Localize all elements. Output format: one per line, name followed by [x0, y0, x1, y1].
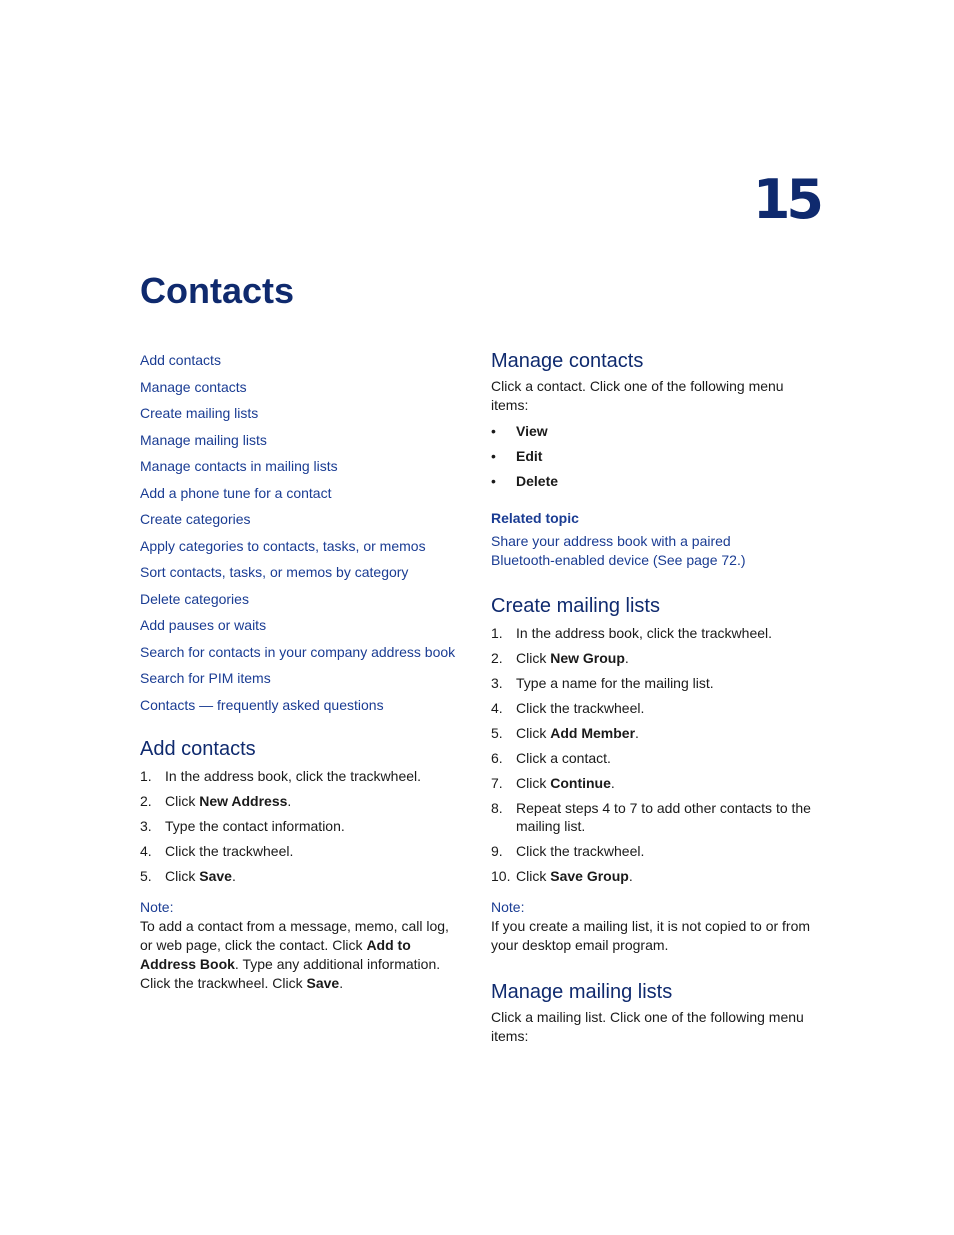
step-item: 7. Click Continue.: [491, 775, 615, 791]
step-number: 6.: [491, 750, 503, 766]
create-mailing-lists-steps: [491, 624, 821, 885]
step-item: 3. Type the contact information.: [140, 818, 345, 834]
list-item: • Delete: [491, 472, 821, 497]
step-number: 3.: [140, 818, 152, 834]
step-item: 5. Click Save.: [140, 868, 236, 884]
note-text: To add a contact from a message, memo, call log, or web page, click the contact. Click Add to Address Book. Type any additional information. Click the trackwheel. Click Save.: [140, 918, 449, 991]
step-item: 3. Type a name for the mailing list.: [491, 675, 714, 691]
chapter-number: 15: [752, 168, 820, 231]
section-heading-manage-contacts: Manage contacts: [491, 350, 644, 372]
toc-link[interactable]: Delete categories: [140, 590, 249, 607]
bullet: •: [491, 448, 496, 464]
toc-link[interactable]: Apply categories to contacts, tasks, or memos: [140, 537, 426, 554]
toc-link[interactable]: Create mailing lists: [140, 405, 259, 421]
related-topic-label: Related topic: [491, 510, 579, 526]
step-number: 4.: [491, 700, 503, 716]
note-label: Note:: [140, 899, 174, 915]
step-number: 1.: [491, 625, 503, 641]
step-number: 1.: [140, 768, 152, 784]
step-item: 9. Click the trackwheel.: [491, 843, 645, 859]
step-number: 8.: [491, 800, 503, 816]
toc-link[interactable]: Manage contacts: [140, 378, 247, 395]
chapter-toc: [140, 350, 460, 721]
right-column: [491, 350, 821, 1046]
list-item: • Edit: [491, 447, 821, 472]
section-heading-add-contacts: Add contacts: [140, 738, 256, 760]
section-heading-create-mailing-lists: Create mailing lists: [491, 595, 660, 617]
manage-mailing-lists-intro: Click a mailing list. Click one of the following menu items:: [491, 1009, 804, 1044]
toc-link[interactable]: Add a phone tune for a contact: [140, 484, 332, 501]
toc-link[interactable]: Add pauses or waits: [140, 617, 267, 633]
left-column: [140, 350, 460, 993]
toc-link[interactable]: Manage contacts in mailing lists: [140, 458, 338, 474]
step-item: 8. Repeat steps 4 to 7 to add other contacts to the mailing list.: [491, 800, 811, 834]
related-topic-link[interactable]: Share your address book with a paired Bluetooth-enabled device (See page 72.): [491, 533, 746, 568]
toc-link[interactable]: Sort contacts, tasks, or memos by category: [140, 564, 409, 580]
add-contacts-steps: [140, 767, 460, 885]
step-number: 2.: [140, 793, 152, 809]
step-item: 10. Click Save Group.: [491, 868, 633, 884]
toc-link[interactable]: Search for PIM items: [140, 670, 271, 686]
step-item: 1. In the address book, click the trackwheel.: [140, 768, 422, 784]
step-item: 4. Click the trackwheel.: [491, 700, 645, 716]
toc-link[interactable]: Search for contacts in your company address book: [140, 643, 456, 660]
step-number: 5.: [140, 868, 152, 884]
step-item: 2. Click New Group.: [491, 650, 629, 666]
page-title: Contacts: [140, 270, 295, 311]
menu-items-list: [491, 422, 821, 497]
note-text: If you create a mailing list, it is not copied to or from your desktop email program.: [491, 918, 811, 953]
step-item: 6. Click a contact.: [491, 750, 611, 766]
note-label: Note:: [491, 899, 525, 915]
step-item: 2. Click New Address.: [140, 793, 292, 809]
section-heading-manage-mailing-lists: Manage mailing lists: [491, 981, 673, 1003]
step-number: 10.: [491, 868, 511, 884]
toc-link[interactable]: Create categories: [140, 511, 251, 527]
toc-link[interactable]: Add contacts: [140, 352, 221, 368]
step-item: 4. Click the trackwheel.: [140, 843, 294, 859]
list-item: • View: [491, 422, 821, 447]
step-number: 4.: [140, 843, 152, 859]
manage-contacts-intro: Click a contact. Click one of the following menu items:: [491, 378, 784, 413]
step-item: 5. Click Add Member.: [491, 725, 639, 741]
step-number: 2.: [491, 650, 503, 666]
bullet: •: [491, 423, 496, 439]
toc-link[interactable]: Manage mailing lists: [140, 431, 267, 448]
step-number: 3.: [491, 675, 503, 691]
toc-link[interactable]: Contacts — frequently asked questions: [140, 696, 384, 713]
step-number: 7.: [491, 775, 503, 791]
step-number: 5.: [491, 725, 503, 741]
step-item: 1. In the address book, click the trackwheel.: [491, 625, 773, 641]
step-number: 9.: [491, 843, 503, 859]
bullet: •: [491, 473, 496, 489]
